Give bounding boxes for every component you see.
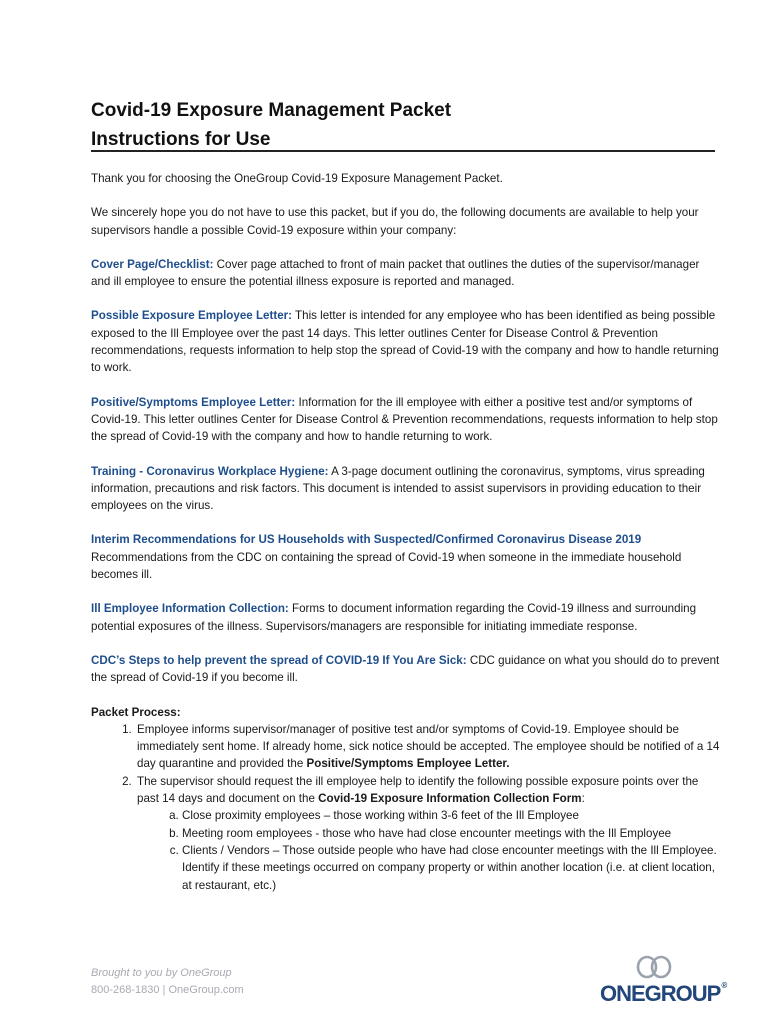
logo-trademark: ®	[721, 981, 727, 990]
section-cover	[91, 256, 721, 291]
exposure-point-b: b. Meeting room employees - those who have had close encounter meetings with the Ill Employee	[182, 825, 721, 842]
logo-rings-icon	[634, 955, 674, 979]
section-ill-info	[91, 600, 721, 635]
section-possible-heading: Possible Exposure Employee Letter:	[91, 309, 293, 323]
exposure-points-list	[137, 807, 721, 893]
footer-brought-by: Brought to you by OneGroup	[91, 967, 232, 979]
process-steps	[91, 721, 721, 894]
section-possible-text: This letter is intended for any employee who has been identified as being possible exposed to the Ill Employee over the past 14 days. This letter outlines Center for Disease Control & Prevention recommendations, requests information to help stop the spread of Covid-19 with the company and how to handle returning to work.	[91, 309, 719, 375]
section-interim	[91, 531, 721, 583]
footer-contact: 800-268-1830 | OneGroup.com	[91, 984, 244, 996]
title-line-2: Instructions for Use	[91, 129, 271, 150]
process-step-2-text: The supervisor should request the ill employee help to identify the following possible exposure points over the past 14 days and document on the	[137, 774, 699, 806]
footer-credits	[91, 965, 244, 999]
section-training-heading: Training - Coronavirus Workplace Hygiene:	[91, 464, 329, 478]
title-line-1: Covid-19 Exposure Management Packet	[91, 100, 452, 121]
section-ill-info-heading: Ill Employee Information Collection:	[91, 602, 289, 616]
packet-process	[91, 704, 721, 894]
process-step-1	[135, 721, 721, 773]
section-interim-text: Recommendations from the CDC on containing the spread of Covid-19 when someone in the immediate household becomes ill.	[91, 550, 682, 582]
section-cdc	[91, 652, 721, 687]
packet-process-heading: Packet Process:	[91, 705, 181, 719]
page-title	[91, 96, 715, 154]
section-cdc-heading: CDC’s Steps to help prevent the spread of COVID-19 If You Are Sick:	[91, 653, 467, 667]
section-positive-text: Information for the ill employee with either a positive test and/or symptoms of Covid-19. This letter outlines Center for Disease Control & Prevention recommendations, requests information to help stop the spread of Covid-19 with the company and how to handle returning to work.	[91, 395, 718, 444]
section-cdc-text: CDC guidance on what you should do to prevent the spread of Covid-19 if you become ill.	[91, 653, 720, 685]
section-possible	[91, 307, 721, 376]
exposure-point-c: c. Clients / Vendors – Those outside people who have had close encounter meetings with the Ill Employee. Identify if these meetings occurred on company property or within another location (i.e. at client location, at restaurant, etc.)	[182, 842, 721, 894]
section-interim-heading: Interim Recommendations for US Households with Suspected/Confirmed Coronavirus Disease 2019	[91, 533, 642, 547]
intro-thanks: Thank you for choosing the OneGroup Covid-19 Exposure Management Packet.	[91, 172, 503, 185]
logo-wordmark	[600, 981, 726, 1007]
process-step-2-tail: :	[581, 792, 585, 806]
logo-text: ONEGROUP	[600, 981, 721, 1006]
section-training	[91, 463, 721, 515]
process-step-1-text: Employee informs supervisor/manager of positive test and/or symptoms of Covid-19. Employee should be immediately sent home. If already home, sick notice should be accepted. The employee should be notified of a 14 day quarantine and provided the	[137, 722, 720, 771]
exposure-point-a: a. Close proximity employees – those working within 3-6 feet of the Ill Employee	[182, 807, 721, 824]
section-cover-text: Cover page attached to front of main packet that outlines the duties of the supervisor/manager and ill employee to ensure the potential illness exposure is reported and managed.	[91, 257, 700, 289]
section-positive	[91, 394, 721, 446]
section-training-text: A 3-page document outlining the coronavirus, symptoms, virus spreading information, precautions and risk factors. This document is intended to assist supervisors in providing education to their employees on the virus.	[91, 464, 705, 513]
process-step-1-bold: Positive/Symptoms Employee Letter.	[306, 757, 510, 771]
section-positive-heading: Positive/Symptoms Employee Letter:	[91, 395, 296, 409]
process-step-2-bold: Covid-19 Exposure Information Collection Form	[318, 792, 582, 806]
onegroup-logo	[596, 955, 727, 1006]
section-cover-heading: Cover Page/Checklist:	[91, 257, 214, 271]
section-ill-info-text: Forms to document information regarding the Covid-19 illness and surrounding potential exposures of the illness. Supervisors/managers are responsible for initiating immediate response.	[91, 602, 697, 633]
document-body	[91, 170, 721, 894]
process-step-2	[135, 773, 721, 894]
intro-hope: We sincerely hope you do not have to use this packet, but if you do, the following documents are available to help your supervisors handle a possible Covid-19 exposure within your company:	[91, 206, 699, 237]
title-divider	[91, 150, 715, 152]
